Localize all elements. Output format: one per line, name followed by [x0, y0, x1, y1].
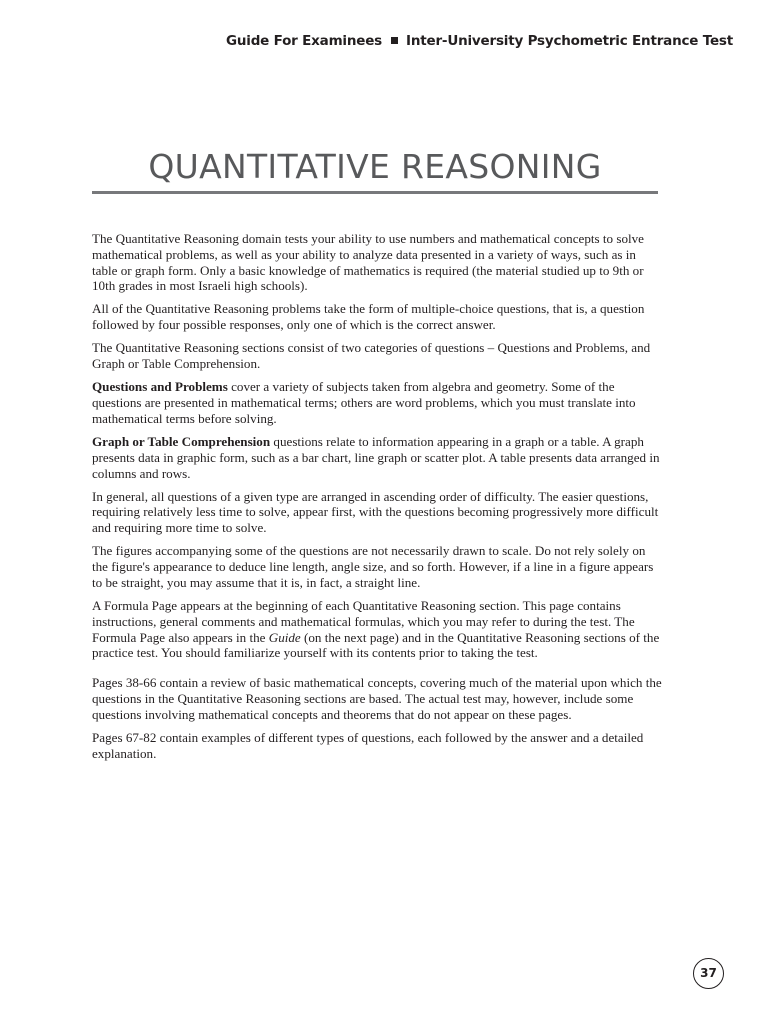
title-underline-divider [92, 191, 658, 194]
header-guide-title: Guide For Examinees [225, 33, 383, 49]
paragraph-text: In general, all questions of a given type are arranged in ascending order of difficulty. The easier questions, requiring relatively less time to solve, appear first, with the questions becoming progressively more difficult and requiring more time to solve. [92, 488, 659, 536]
square-bullet-icon [391, 37, 398, 44]
paragraph-text: The Quantitative Reasoning sections consist of two categories of questions – Questions and Problems, and Graph or Table Comprehension. [92, 340, 651, 372]
paragraph-lead-term: Graph or Table Comprehension [92, 433, 271, 449]
paragraph-text: The Quantitative Reasoning domain tests your ability to use numbers and mathematical concepts to solve mathematical problems, as well as your ability to analyze data presented in a variety of ways, such as in table or graph form. Only a basic knowledge of mathematics is required (the material studied up to 9th or 10th grades in most Israeli high schools). [92, 231, 644, 294]
paragraph-text: questions relate to information appearing in a graph or a table. A graph presents data in graphic form, such as a bar chart, line graph or scatter plot. A table presents data arranged in columns and rows. [92, 433, 660, 481]
paragraph-review-pages [92, 675, 662, 722]
paragraph-text: The figures accompanying some of the questions are not necessarily drawn to scale. Do not rely solely on the figure's appearance to deduce line length, angle size, and so forth. However, if a line in a figure appears to be straight, you may assume that it is, in fact, a straight line. [92, 543, 654, 590]
body-text [92, 231, 662, 769]
paragraph-formula-page [92, 598, 662, 661]
paragraph-text: All of the Quantitative Reasoning problems take the form of multiple-choice questions, that is, a question followed by four possible responses, only one of which is the correct answer. [92, 301, 645, 333]
paragraph-text: Pages 38-66 contain a review of basic mathematical concepts, covering much of the material upon which the questions in the Quantitative Reasoning sections are based. The actual test may, however, include some questions involving mathematical concepts and theorems that do not appear on these pages. [92, 675, 662, 722]
paragraph-example-pages [92, 730, 662, 762]
paragraph-text: cover a variety of subjects taken from algebra and geometry. Some of the questions are presented in mathematical terms; others are word problems, which you must translate into mathematical terms before solving. [92, 379, 636, 426]
paragraph-figures [92, 543, 662, 590]
paragraph-italic-term: Guide [268, 629, 301, 645]
paragraph-intro [92, 231, 662, 294]
page-title: QUANTITATIVE REASONING [148, 147, 602, 186]
paragraph-graph-table [92, 434, 662, 481]
paragraph-multiple-choice [92, 301, 662, 333]
running-header [226, 33, 733, 49]
header-test-title: Inter-University Psychometric Entrance Test [406, 33, 733, 49]
paragraph-text: A Formula Page appears at the beginning of each Quantitative Reasoning section. This page contains instructions, general comments and mathematical formulas, which you may refer to during the test. The Formula Page also appears in the [92, 598, 635, 645]
paragraph-categories [92, 340, 662, 372]
paragraph-text: (on the next page) and in the Quantitative Reasoning sections of the practice test. You should familiarize yourself with its contents prior to taking the test. [92, 629, 660, 661]
paragraph-lead-term: Questions and Problems [92, 379, 228, 395]
paragraph-difficulty [92, 489, 662, 536]
paragraph-questions-problems [92, 379, 662, 426]
page-number-badge: 37 [693, 958, 724, 989]
paragraph-text: Pages 67-82 contain examples of different types of questions, each followed by the answer and a detailed explanation. [92, 729, 644, 761]
